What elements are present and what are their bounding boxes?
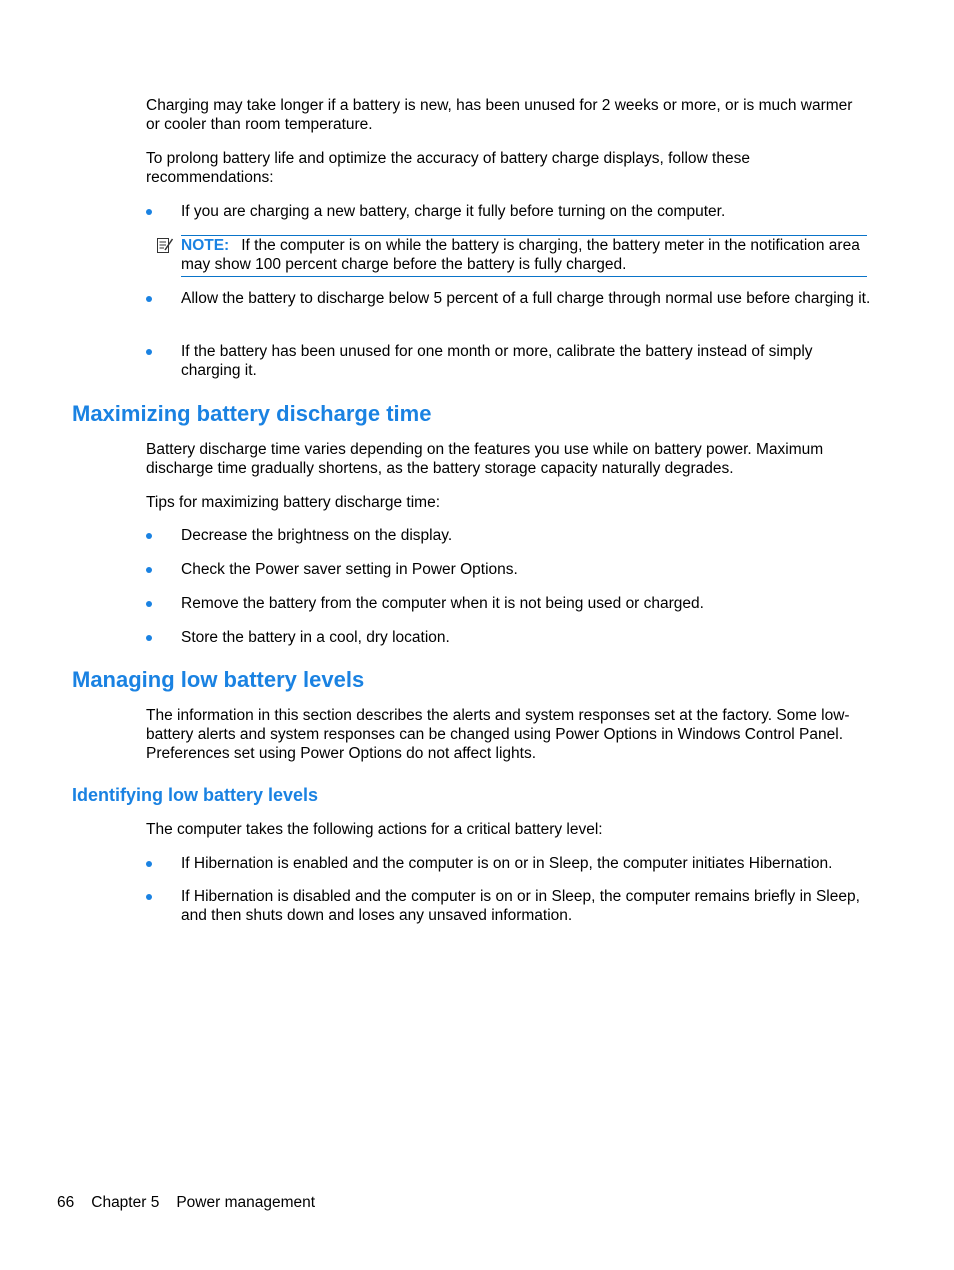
section-heading-managing: Managing low battery levels [72, 667, 365, 692]
bullet-icon [146, 861, 152, 867]
list-item-text: If you are charging a new battery, charge it fully before turning on the computer. [181, 203, 726, 220]
bullet-icon [146, 349, 152, 355]
footer-chapter: Chapter 5 [91, 1194, 160, 1211]
bullet-icon [146, 296, 152, 302]
list-item-text: Remove the battery from the computer when it is not being used or charged. [181, 595, 704, 612]
section-paragraph: The computer takes the following actions for a critical battery level: [146, 821, 603, 838]
page-number: 66 [57, 1194, 75, 1211]
list-item-text: Store the battery in a cool, dry location. [181, 629, 450, 646]
page-footer [57, 1193, 332, 1212]
section-paragraph: Tips for maximizing battery discharge time: [146, 494, 441, 511]
section-paragraph: The information in this section describes the alerts and system responses set at the factory. Some low-battery alerts and system responses can be changed using Power Options in Windows Control Panel. Preferences set using Power Options do not affect lights. [146, 707, 850, 762]
bullet-icon [146, 635, 152, 641]
bullet-icon [146, 601, 152, 607]
bullet-icon [146, 567, 152, 573]
bullet-icon [146, 209, 152, 215]
intro-paragraph-charging: Charging may take longer if a battery is new, has been unused for 2 weeks or more, or is much warmer or cooler than room temperature. [146, 97, 853, 133]
note-icon [156, 236, 174, 254]
footer-chapter-title: Power management [176, 1194, 316, 1211]
section-heading-maximizing: Maximizing battery discharge time [72, 401, 432, 426]
list-item-text: If the battery has been unused for one month or more, calibrate the battery instead of simply charging it. [181, 343, 813, 379]
section-paragraph: Battery discharge time varies depending on the features you use while on battery power. Maximum discharge time gradually shortens, as the battery storage capacity naturally degrades. [146, 441, 824, 477]
list-item-text: If Hibernation is enabled and the computer is on or in Sleep, the computer initiates Hibernation. [181, 855, 833, 872]
list-item-text: If Hibernation is disabled and the computer is on or in Sleep, the computer remains briefly in Sleep, and then shuts down and loses any unsaved information. [181, 888, 860, 924]
list-item-text: Decrease the brightness on the display. [181, 527, 453, 544]
intro-paragraph-prolong: To prolong battery life and optimize the accuracy of battery charge displays, follow these recommendations: [146, 150, 750, 186]
bullet-icon [146, 533, 152, 539]
list-item-text: Allow the battery to discharge below 5 percent of a full charge through normal use before charging it. [181, 290, 871, 307]
note-label: NOTE: [181, 237, 230, 254]
subsection-heading-identifying: Identifying low battery levels [72, 785, 319, 805]
note-text [181, 236, 871, 274]
list-item-text: Check the Power saver setting in Power Options. [181, 561, 518, 578]
bullet-icon [146, 894, 152, 900]
note-body: If the computer is on while the battery is charging, the battery meter in the notification area may show 100 percent charge before the battery is fully charged. [181, 237, 860, 273]
